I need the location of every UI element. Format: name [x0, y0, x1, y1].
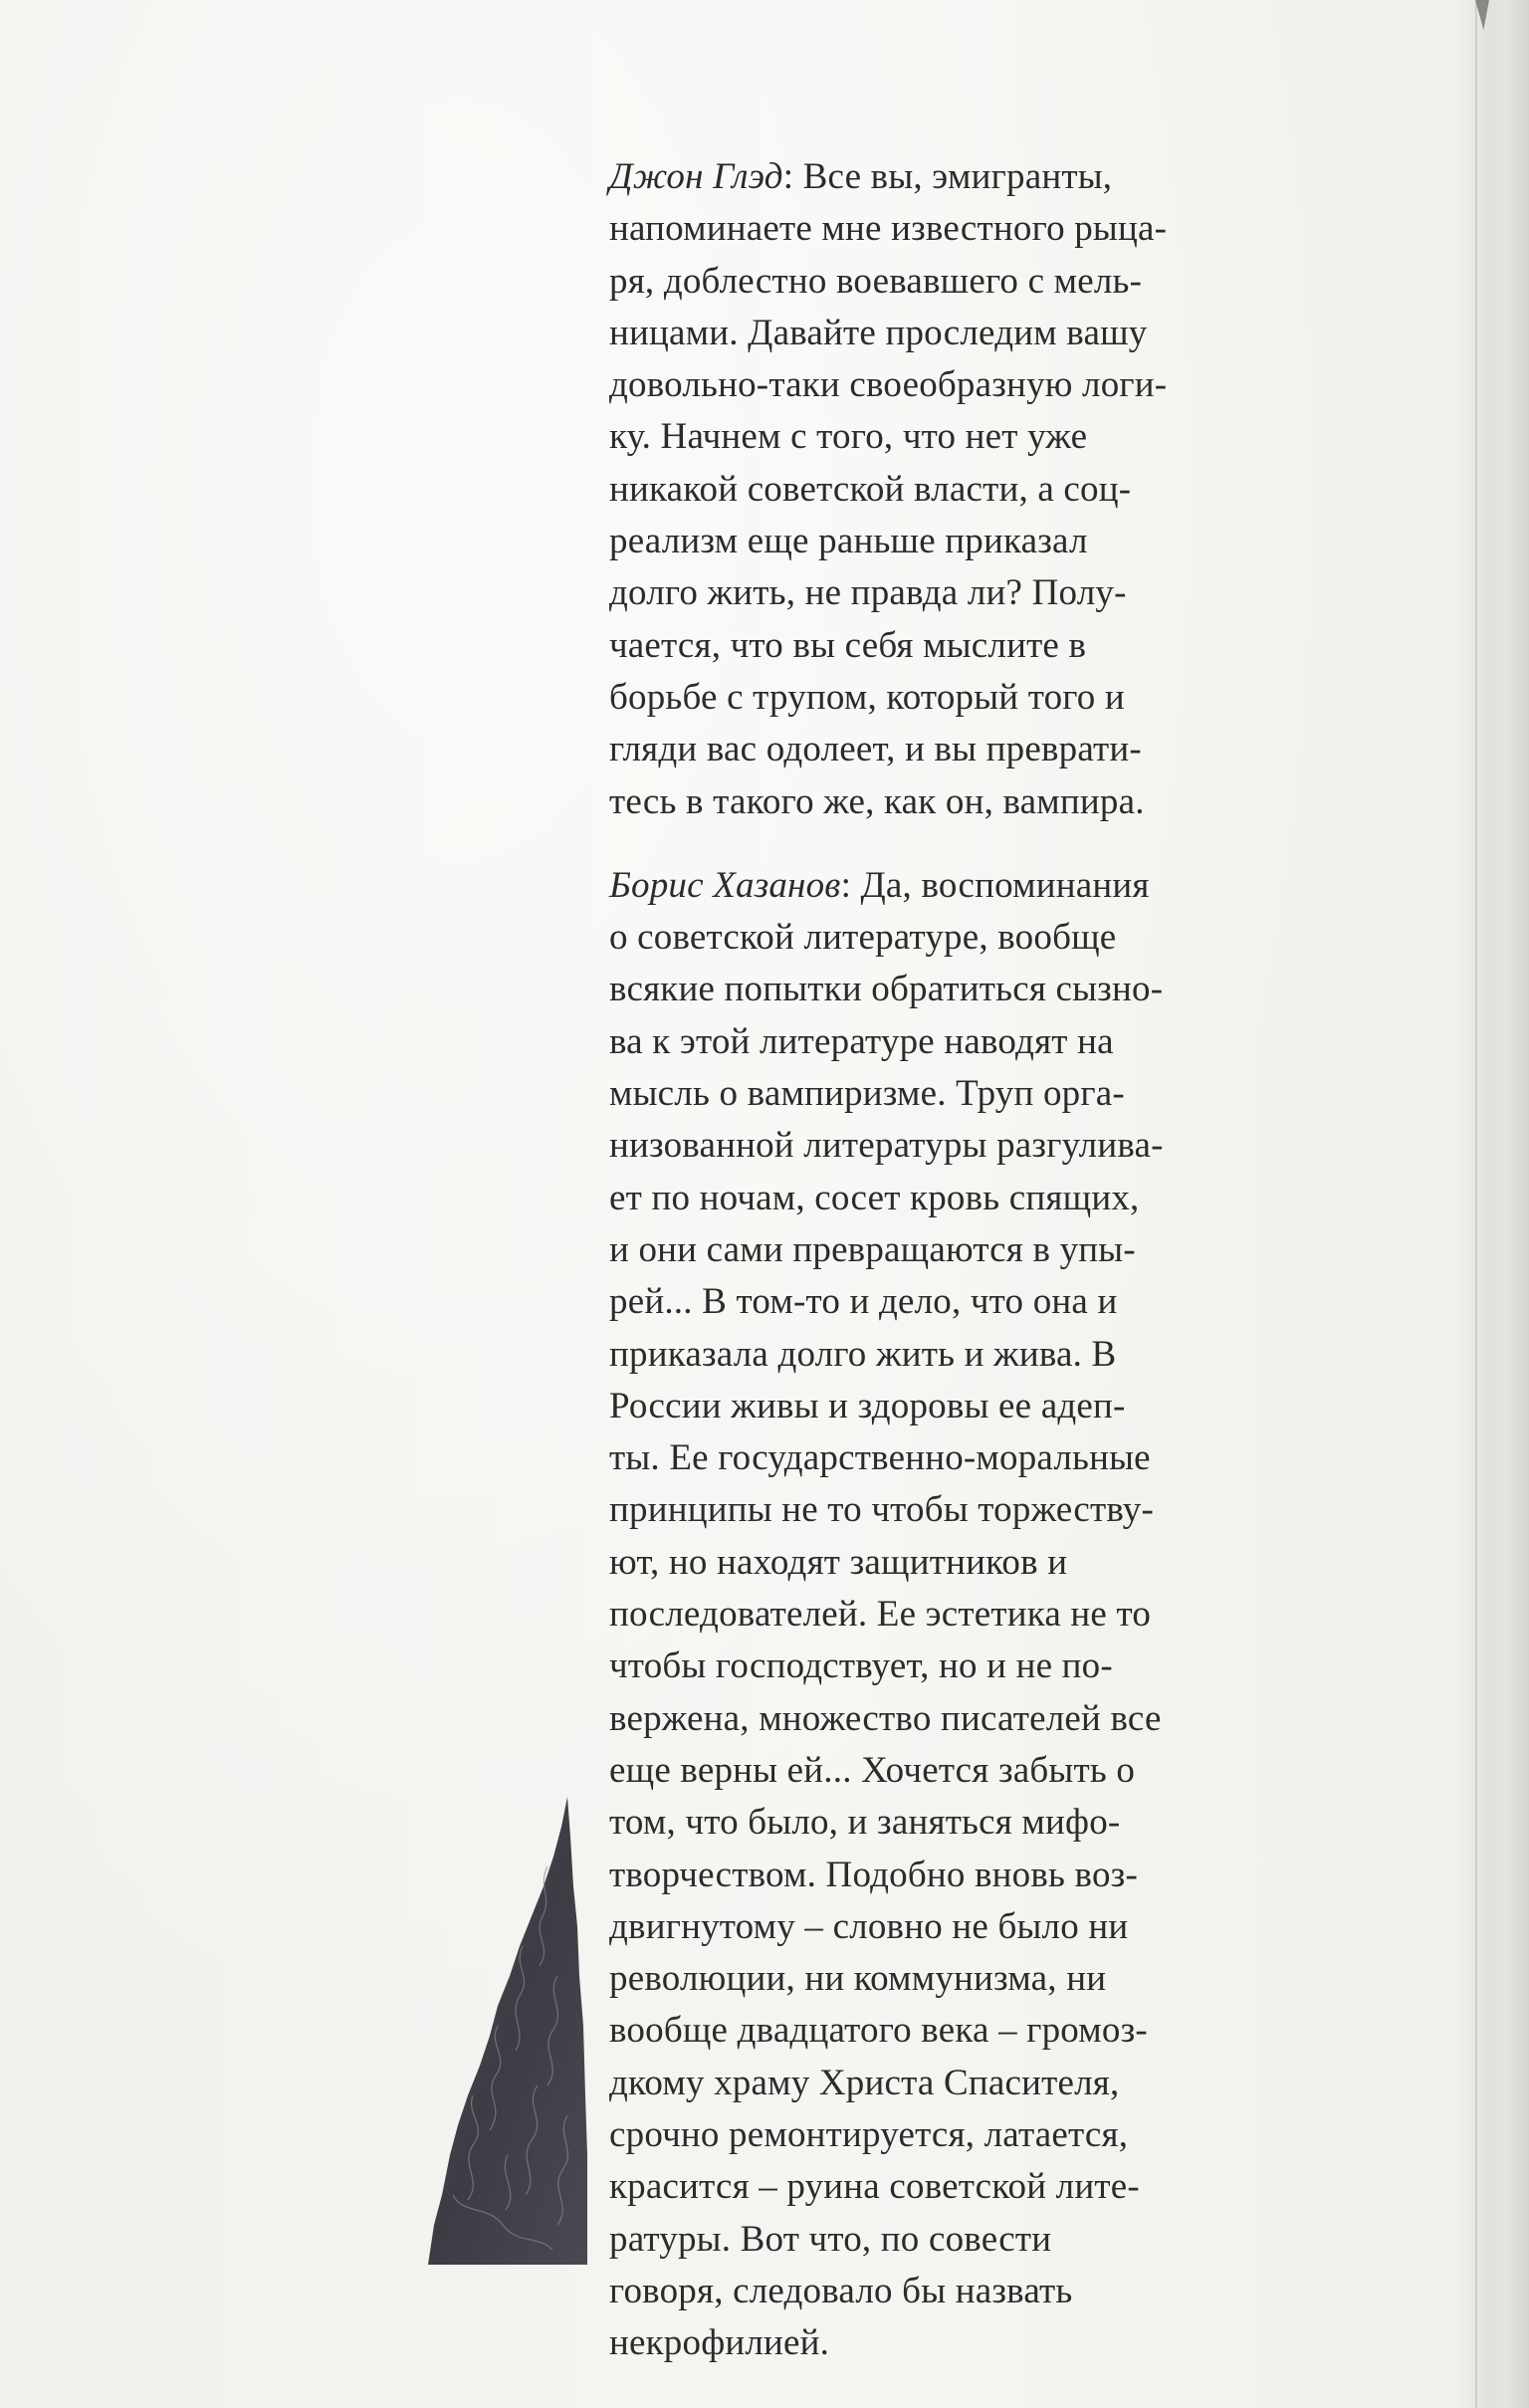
- book-spine-edge: [1459, 0, 1529, 2408]
- text-line: ку. Начнем с того, что нет уже: [609, 416, 1088, 458]
- text-line: творчеством. Подобно вновь воз-: [609, 1854, 1139, 1895]
- text-line: приказала долго жить и жива. В: [609, 1333, 1117, 1375]
- text-line: ют, но находят защитников и: [609, 1541, 1068, 1583]
- text-line: красится – руина советской лите-: [609, 2166, 1140, 2208]
- text-line: мысль о вампиризме. Труп орга-: [609, 1073, 1125, 1115]
- text-line: довольно-таки своеобразную логи-: [609, 364, 1168, 406]
- text-line: России живы и здоровы ее адеп-: [609, 1385, 1126, 1426]
- text-line: вержена, множество писателей все: [609, 1697, 1162, 1739]
- text-line: низованной литературы разгулива-: [609, 1125, 1164, 1167]
- text-line: последователей. Ее эстетика не то: [609, 1594, 1152, 1636]
- text-line: борьбе с трупом, который того и: [609, 676, 1125, 718]
- text-line: тесь в такого же, как он, вампира.: [609, 780, 1145, 822]
- text-line: ратуры. Вот что, по совести: [609, 2218, 1052, 2260]
- text-line: вообще двадцатого века – громоз-: [609, 2010, 1148, 2052]
- text-line: срочно ремонтируется, латается,: [609, 2113, 1129, 2155]
- text-line: всякие попытки обратиться сызно-: [609, 969, 1164, 1010]
- speaker-name: Джон Глэд: [609, 156, 783, 197]
- paragraph-boris-khazanov: [609, 860, 1356, 2370]
- text-line: говоря, следовало бы назвать: [609, 2270, 1073, 2311]
- text-line: некрофилией.: [609, 2322, 830, 2364]
- text-line: реализм еще раньше приказал: [609, 521, 1088, 562]
- speaker-name: Борис Хазанов: [609, 864, 841, 906]
- text-line: революции, ни коммунизма, ни: [609, 1958, 1107, 2000]
- text-line: Борис Хазанов: Да, воспоминания: [609, 864, 1150, 906]
- text-line: ря, доблестно воевавшего с мель-: [609, 260, 1143, 302]
- text-line: ты. Ее государственно-моральные: [609, 1437, 1151, 1479]
- rock-illustration: [428, 1797, 587, 2265]
- interview-text: [609, 151, 1356, 2369]
- text-line: дкому храму Христа Спасителя,: [609, 2062, 1120, 2103]
- text-line: чается, что вы себя мыслите в: [609, 624, 1087, 666]
- paragraph-john-glad: [609, 151, 1356, 828]
- text-line: ет по ночам, сосет кровь спящих,: [609, 1177, 1140, 1218]
- text-line: и они сами превращаются в упы-: [609, 1228, 1136, 1270]
- text-line: Джон Глэд: Все вы, эмигранты,: [609, 156, 1113, 197]
- text-line: еще верны ей... Хочется забыть о: [609, 1749, 1136, 1791]
- text-line: о советской литературе, вообще: [609, 917, 1117, 959]
- text-line: двигнутому – словно не было ни: [609, 1905, 1129, 1947]
- text-line: том, что было, и заняться мифо-: [609, 1802, 1121, 1844]
- text-line: чтобы господствует, но и не по-: [609, 1645, 1113, 1687]
- text-line: принципы не то чтобы торжеству-: [609, 1489, 1154, 1531]
- text-line: гляди вас одолеет, и вы преврати-: [609, 729, 1142, 770]
- spine-fold-line: [1475, 0, 1477, 2408]
- text-line: никакой советской власти, а соц-: [609, 468, 1132, 510]
- text-line: долго жить, не правда ли? Полу-: [609, 572, 1127, 614]
- text-line: напоминаете мне известного рыца-: [609, 208, 1168, 250]
- text-line: рей... В том-то и дело, что она и: [609, 1281, 1118, 1323]
- text-line: ва к этой литературе наводят на: [609, 1020, 1114, 1062]
- text-line: ницами. Давайте проследим вашу: [609, 312, 1148, 353]
